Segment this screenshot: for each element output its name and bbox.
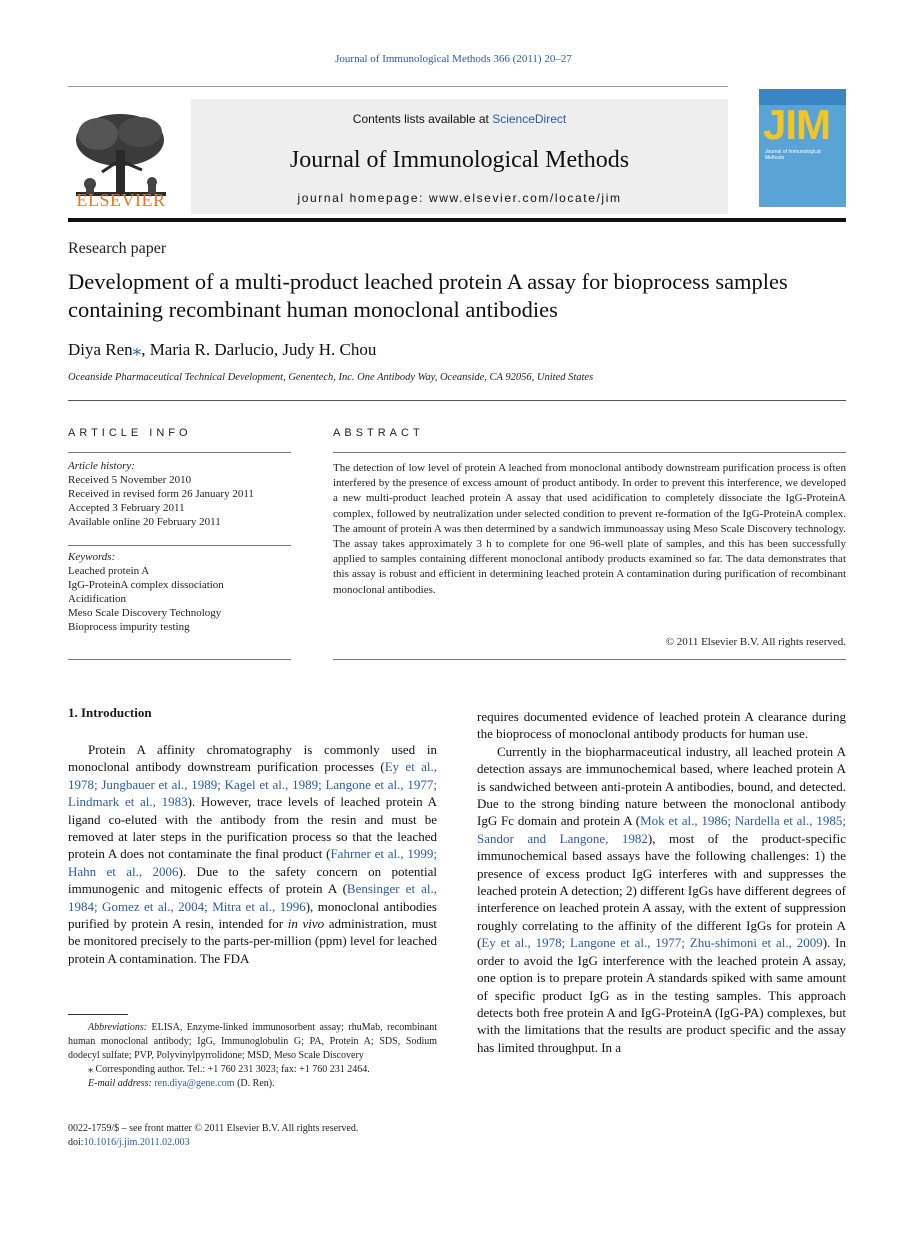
elsevier-wordmark: ELSEVIER <box>76 190 166 210</box>
article-history-heading: Article history: <box>68 460 135 472</box>
body-text: Protein A affinity chromatography is commonly used in monoclonal antibody downstream purification processes ( <box>68 742 437 775</box>
body-text: ). However, trace levels of leached protein A ligand co-eluted with the antibody from the resin and must be removed at later steps in the purification process so that the leached protein A does not contaminate the final product ( <box>68 794 437 862</box>
abstract-bottom-rule <box>333 659 846 660</box>
sciencedirect-link[interactable]: ScienceDirect <box>492 112 567 126</box>
header-divider <box>68 218 846 222</box>
journal-citation[interactable]: Journal of Immunological Methods 366 (2011) 20–27 <box>335 53 572 65</box>
doi-line <box>68 1136 437 1150</box>
body-text: administration, must be monitored precisely to the parts-per-million (ppm) level for leached protein A contamination. The FDA <box>68 916 438 966</box>
journal-homepage-link[interactable]: journal homepage: www.elsevier.com/locate/jim <box>297 191 622 205</box>
affiliation-divider <box>68 400 846 401</box>
abstract-heading: ABSTRACT <box>333 427 424 439</box>
contents-prefix: Contents lists available at <box>352 112 493 126</box>
corresponding-author-footnote <box>68 1063 437 1077</box>
article-history <box>68 459 291 529</box>
cover-subtitle: Journal of Immunological Methods <box>765 149 821 161</box>
journal-banner <box>191 99 728 214</box>
keyword-item: Meso Scale Discovery Technology <box>68 607 222 619</box>
body-text: ). Due to the safety concern on potential immunogenic and mitogenic effects of protein A ( <box>68 863 437 897</box>
intro-paragraph-1-cont: requires documented evidence of leached protein A clearance during the bioprocess of monoclonal antibody products for human use. <box>477 709 846 742</box>
journal-header <box>68 86 846 214</box>
citation-link[interactable]: Bensinger et al., 1984; Gomez et al., 2004; Mitra et al., 1996 <box>68 881 437 914</box>
body-text: ), most of the product-specific immunochemical based assays have the following challenges: 1) the presence of excess product IgG interferes with and suppresses the leached protein A detection; 2) different IgGs have different degrees of interference on leached protein A assay, with the extent of suppression roughly correlating to the affinity of the different IgGs for protein A ( <box>477 830 846 951</box>
abstract-copyright: © 2011 Elsevier B.V. All rights reserved. <box>665 636 846 648</box>
article-title: Development of a multi-product leached protein A assay for bioprocess samples containing recombinant human monoclonal antibodies <box>68 269 788 322</box>
front-matter <box>68 1122 437 1150</box>
citation-link[interactable]: Ey et al., 1978; Jungbauer et al., 1989; Kagel et al., 1989; Langone et al., 1977; Lindmark et al., 1983 <box>68 759 437 810</box>
intro-paragraph-1 <box>68 741 437 967</box>
keywords-heading: Keywords: <box>68 551 116 563</box>
doi-link[interactable]: 10.1016/j.jim.2011.02.003 <box>83 1137 190 1148</box>
doi-prefix: doi: <box>68 1137 84 1148</box>
contents-line <box>191 112 728 126</box>
article-info-rule <box>68 452 291 453</box>
keyword-item: IgG-ProteinA complex dissociation <box>68 579 224 591</box>
body-text: ), monoclonal antibodies purified by protein A resin, intended for <box>68 898 437 932</box>
citation-link[interactable]: Ey et al., 1978; Langone et al., 1977; Zhu-shimoni et al., 2009 <box>481 935 823 951</box>
author-list <box>68 340 376 360</box>
header-top-rule <box>68 86 728 87</box>
email-heading: E-mail address: <box>88 1078 152 1089</box>
body-text: ). In order to avoid the IgG interference with the leached protein A assay, one option is to prepare protein A standards spiked with same amount of specific product IgG as in the testing samples. This approach detects both free protein A and IgG-ProteinA (IgG-PA) complexes, but with the limitations that the results are product specific and the assay has limited throughput. In a <box>477 935 846 1055</box>
author-rest: , Maria R. Darlucio, Judy H. Chou <box>141 340 377 359</box>
cover-title: JIM <box>763 101 831 148</box>
email-footnote <box>68 1077 437 1091</box>
article-type: Research paper <box>68 240 167 257</box>
author-email-link[interactable]: ren.diya@gene.com <box>154 1078 235 1089</box>
body-column-right <box>477 708 846 1056</box>
intro-paragraph-2 <box>477 743 846 1056</box>
front-matter-line: 0022-1759/$ – see front matter © 2011 Elsevier B.V. All rights reserved. <box>68 1123 359 1134</box>
history-rule <box>68 545 291 546</box>
footnote-rule <box>68 1014 128 1015</box>
keyword-item: Leached protein A <box>68 565 150 577</box>
corresponding-author-text: Corresponding author. Tel.: +1 760 231 3023; fax: +1 760 231 2464. <box>93 1064 370 1075</box>
body-text: Currently in the biopharmaceutical industry, all leached protein A detection assays are immunochemical based, where leached protein A is sandwiched between anti-protein A antibodies, bound, and detected. Due to the strong binding nature between the monoclonal antibody IgG Fc domain and protein A ( <box>477 743 846 829</box>
citation-link[interactable]: Mok et al., 1986; Nardella et al., 1985; Sandor and Langone, 1982 <box>477 813 846 846</box>
abbreviations-footnote <box>68 1021 437 1063</box>
journal-name: Journal of Immunological Methods <box>289 147 630 173</box>
author-affiliation: Oceanside Pharmaceutical Technical Development, Genentech, Inc. One Antibody Way, Oceanside, CA 92056, United States <box>68 372 594 383</box>
article-info-heading: ARTICLE INFO <box>68 427 192 439</box>
abbreviations-heading: Abbreviations: <box>88 1022 148 1033</box>
history-item: Received in revised form 26 January 2011 <box>68 488 254 500</box>
keyword-item: Acidification <box>68 593 127 605</box>
author-first: Diya Ren <box>68 340 133 359</box>
section-heading-introduction: 1. Introduction <box>68 705 152 720</box>
corresponding-author-marker[interactable]: ⁎ <box>132 340 142 359</box>
citation-link[interactable]: Fahrner et al., 1999; Hahn et al., 2006 <box>68 846 437 879</box>
keyword-item: Bioprocess impurity testing <box>68 621 190 633</box>
footnote-marker: ⁎ <box>88 1064 93 1075</box>
journal-cover-thumbnail[interactable] <box>759 89 846 207</box>
body-column-left <box>68 741 437 967</box>
abbreviations-text: ELISA, Enzyme-linked immunosorbent assay; rhuMab, recombinant human monoclonal antibody; IgG, Immunoglobulin G; PA, Protein A; SDS, Sodium dodecyl sulfate; PVP, Polyvinylpyrrolidone; MSD, Meso Scale Discovery <box>68 1022 437 1061</box>
body-text-italic: in vivo <box>287 916 325 932</box>
keywords <box>68 550 291 634</box>
history-item: Available online 20 February 2011 <box>68 516 221 528</box>
keywords-rule <box>68 659 291 660</box>
history-item: Accepted 3 February 2011 <box>68 502 185 514</box>
email-tail: (D. Ren). <box>234 1078 275 1089</box>
footnotes <box>68 1021 437 1091</box>
abstract-text: The detection of low level of protein A leached from monoclonal antibody downstream purification process is often interfered by the presence of excess amount of product antibody. In order to prevent this interference, we developed a new multi-product leached protein A assay that used acidification to completely dissociate the IgG-ProteinA complex, followed by neutralization under selected condition to prevent re-formation of the IgG-ProteinA complex. The amount of protein A was then determined by a sandwich immunoassay using Meso Scale Discovery technology. The assay takes approximately 3 h to complete for one 96-well plate of samples, and this has been successfully applied to samples containing different monoclonal antibody products examined so far. The data demonstrates that this assay is robust and efficient in determining leached protein A contamination during purification of recombinant monoclonal antibodies. <box>333 462 846 596</box>
abstract-rule <box>333 452 846 453</box>
history-item: Received 5 November 2010 <box>68 474 192 486</box>
